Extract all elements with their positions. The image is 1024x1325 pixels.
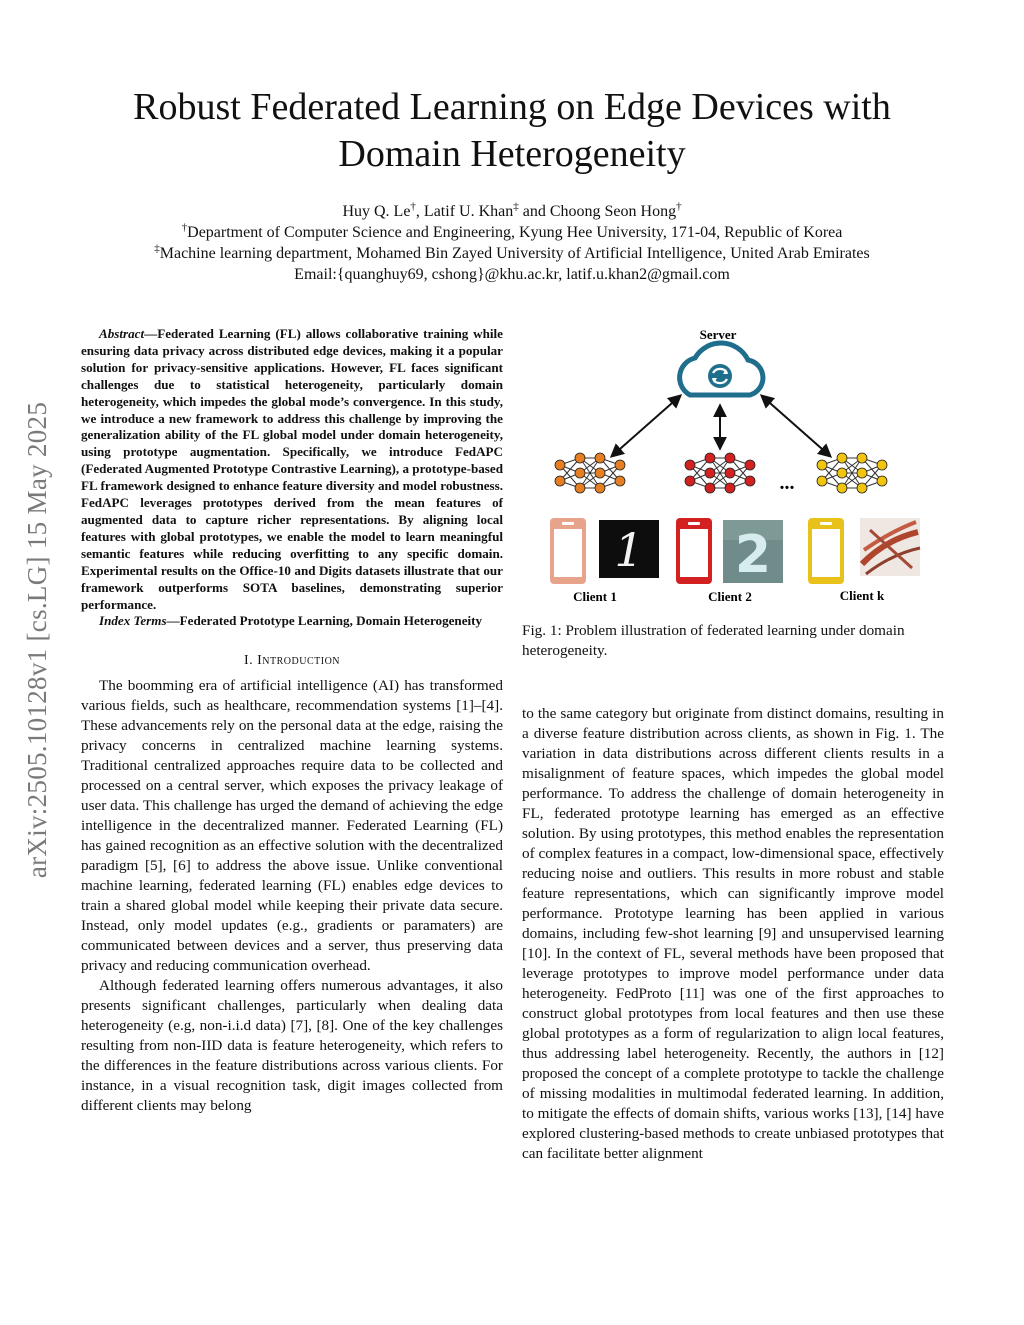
title-line-2: Domain Heterogeneity bbox=[338, 133, 686, 175]
neural-network-icons bbox=[555, 453, 887, 493]
clientk-phone-icon bbox=[808, 518, 844, 584]
right-column bbox=[522, 704, 944, 1164]
section-heading-introduction: I. Introduction bbox=[243, 653, 341, 669]
client1-digit-image bbox=[599, 520, 659, 578]
client2-label: Client 2 bbox=[708, 589, 752, 604]
index-terms-text: —Federated Prototype Learning, Domain Heterogeneity bbox=[166, 613, 483, 629]
abstract-text: —Federated Learning (FL) allows collaborative training while ensuring data privacy across distributed edge devices, making it a popular solution for privacy-sensitive applications. However, FL faces significant challenges due to statistical heterogeneity, particularly domain heterogeneity, which impedes the global mode’s convergence. In this study, we introduce a new framework to address this challenge by improving the generalization ability of the FL global model under domain heterogeneity, using prototype augmentation. Specifically, we introduce FedAPC (Federated Augmented Prototype Contrastive Learning), a prototype-based FL framework designed to enhance feature diversity and model robustness. FedAPC leverages prototypes derived from the mean features of augmented data to capture richer representations. By aligning local features with global prototypes, we enable the model to learn meaningful semantic features while reducing overfitting to any specific domain. Experimental results on the Office-10 and Digits datasets illustrate that our framework outperforms SOTA baselines, demonstrating superior performance. bbox=[81, 326, 503, 612]
link-arrow-clientk bbox=[762, 396, 830, 456]
intro-paragraph-2: Although federated learning offers numerous advantages, it also presents significant challenges, particularly when dealing data heterogeneity (e.g, non-i.i.d data) [7], [8]. One of the key challenges resulting from non-IID data is feature heterogeneity, which refers to the differences in the feature distributions across various clients. For instance, in a visual recognition task, digit images collected from different clients may belong bbox=[81, 977, 503, 1115]
more-clients-ellipsis: ... bbox=[779, 472, 795, 494]
clientk-sketch-image bbox=[860, 518, 920, 576]
author-email: Email:{quanghuy69, cshong}@khu.ac.kr, latif.u.khan2@gmail.com bbox=[294, 266, 730, 283]
affiliation-1: †Department of Computer Science and Engineering, Kyung Hee University, 171-04, Republic of Korea bbox=[181, 221, 843, 241]
cloud-server-icon bbox=[680, 343, 763, 395]
figure-1-illustration bbox=[540, 318, 940, 618]
index-terms-label: Index Terms bbox=[99, 613, 167, 629]
clientk-label: Client k bbox=[839, 588, 885, 603]
figure-1-caption: Fig. 1: Problem illustration of federated learning under domain heterogeneity. bbox=[522, 622, 905, 659]
title-line-1: Robust Federated Learning on Edge Devices with bbox=[133, 86, 891, 128]
author-names: Huy Q. Le†, Latif U. Khan‡ and Choong Seon Hong† bbox=[342, 200, 682, 220]
affiliation-2: ‡Machine learning department, Mohamed Bin Zayed University of Artificial Intelligence, United Arab Emirates bbox=[154, 242, 870, 262]
svg-text:2: 2 bbox=[734, 525, 772, 585]
client1-phone-icon bbox=[550, 518, 586, 584]
server-label: Server bbox=[699, 327, 737, 342]
clientk-network-icon bbox=[817, 453, 887, 493]
client2-network-icon bbox=[685, 453, 755, 493]
abstract bbox=[81, 326, 503, 613]
abstract-label: Abstract bbox=[99, 326, 145, 341]
client1-label: Client 1 bbox=[573, 589, 617, 604]
index-terms bbox=[81, 613, 503, 630]
intro-paragraph-1: The boomming era of artificial intelligence (AI) has transformed various fields, such as healthcare, recommendation systems [1]–[4]. These advancements rely on the personal data at the edge, raising the privacy concerns in centralized machine learning systems. Traditional centralized approaches require data to be collected and processed on a central server, which exposes the privacy leakage of user data. This challenge has urged the demand of achieving the edge intelligence in the decentralized manner. Federated Learning (FL) has gained recognition as an effective solution with the decentralized paradigm [5], [6] to address the above issue. Unlike conventional machine learning, federated learning (FL) enables edge devices to train a shared global model while keeping their private data secure. Instead, only model updates (e.g., gradients or paramaters) are communicated between devices and a server, thus preserving data privacy and reducing communication overhead. bbox=[81, 677, 503, 975]
client2-phone-icon bbox=[676, 518, 712, 584]
author-block bbox=[60, 201, 964, 285]
intro-paragraph-3: to the same category but originate from distinct domains, resulting in a diverse feature distribution across clients, as shown in Fig. 1. The variation in data distributions across different clients results in a misalignment of feature spaces, which impedes the global model performance. To address the challenge of domain heterogeneity in FL, federated prototype learning has emerged as an effective solution. By using prototypes, this method enables the representation of complex features in a compact, low-dimensional space, effectively reducing noise and outliers. This results in more robust and stable feature representations, which can significantly improve model performance. Prototype learning has been applied in various domains, including few-shot learning [9] and unsupervised learning [10]. In the context of FL, several methods have been proposed that leverage prototypes to improve model performance under data heterogeneity. FedProto [11] was one of the first approaches to construct global prototypes from local features and then use these global prototypes as a form of regularization to align local features, thus addressing label heterogeneity. Recently, the authors in [12] proposed the concept of a complete prototype to tackle the challenge of missing modalities in multimodal federated learning. In addition, to mitigate the effects of domain shifts, various works [13], [14] have explored clustering-based methods to create unbiased prototypes that can facilitate better alignment bbox=[522, 705, 944, 1162]
client2-digit-image bbox=[723, 520, 783, 585]
arxiv-side-stamp: arXiv:2505.10128v1 [cs.LG] 15 May 2025 bbox=[22, 401, 52, 879]
left-column bbox=[81, 326, 503, 1116]
svg-text:1: 1 bbox=[614, 523, 644, 577]
link-arrow-client1 bbox=[612, 396, 680, 456]
paper-title bbox=[60, 84, 964, 178]
client1-network-icon bbox=[555, 453, 625, 493]
